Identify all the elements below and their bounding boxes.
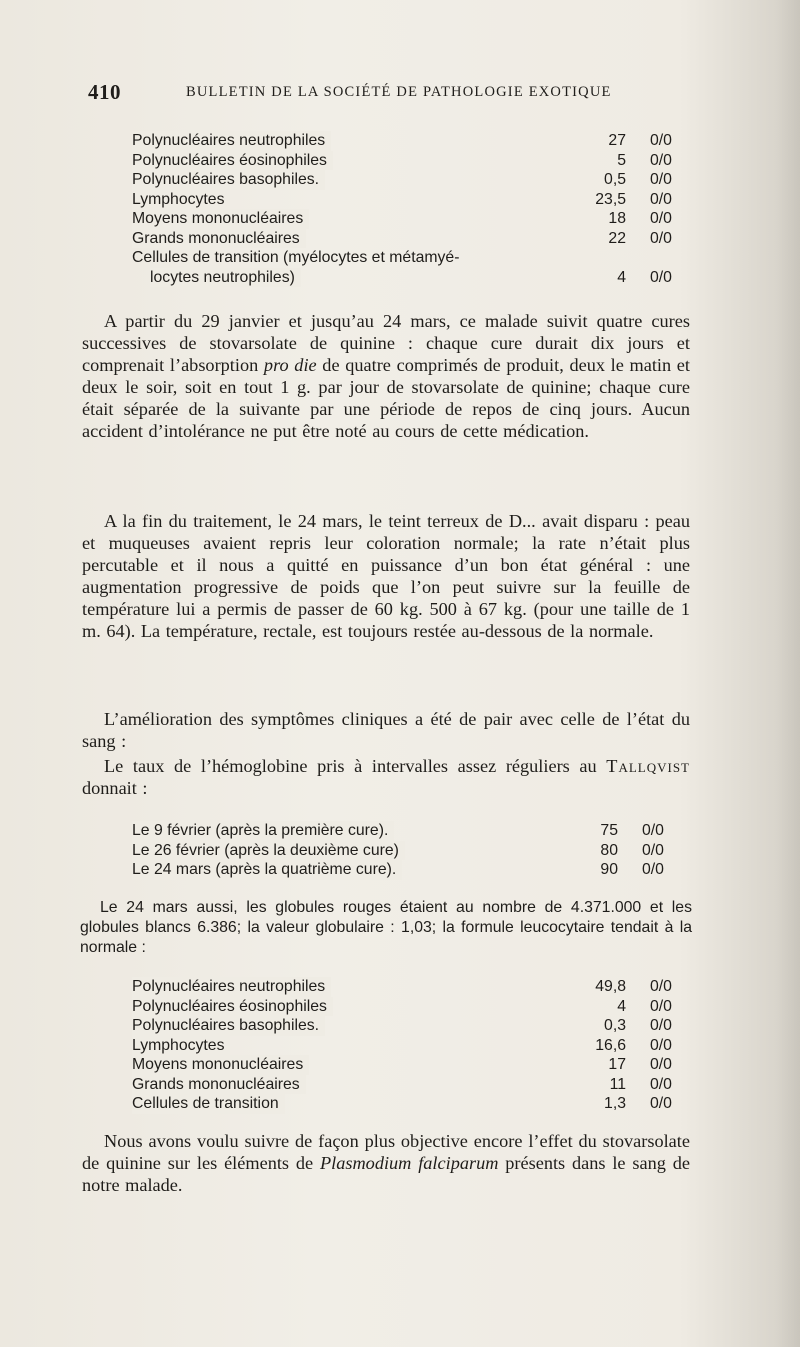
- table-row: Polynucléaires neutrophiles 27 0/0: [132, 132, 672, 149]
- hemoglobin-table: [132, 821, 692, 880]
- leukocyte-formula-table-1: [132, 131, 692, 287]
- species-name: Plasmodium falciparum: [319, 1153, 499, 1174]
- page-header: [88, 80, 728, 110]
- running-title: BULLETIN DE LA SOCIÉTÉ DE PATHOLOGIE EXOTIQUE: [186, 84, 612, 100]
- table-row: Cellules de transition (myélocytes et métamyé-: [132, 249, 460, 266]
- page-number: 410: [88, 80, 121, 104]
- table-row: Polynucléaires éosinophiles 4 0/0: [132, 997, 672, 1015]
- table-row: Le 26 février (après la deuxième cure) 80 0/0: [132, 841, 664, 859]
- table-row: Polynucléaires neutrophiles 49,8 0/0: [132, 978, 672, 995]
- italic-term: pro die: [263, 355, 317, 376]
- table-row: Lymphocytes 23,5 0/0: [132, 190, 672, 208]
- paragraph-results: A la fin du traitement, le 24 mars, le teint terreux de D... avait disparu : peau et muqueuses avaient repris leur coloration normale; la rate n’était plus percutable et il nous a quitté en puissance d’un bon état général : une augmentation progressive de poids que l’on peut suivre sur la feuille de température lui a permis de passer de 60 kg. 500 à 67 kg. (pour une taille de 1 m. 64). La température, rectale, est toujours restée au-dessous de la normale.: [82, 511, 690, 642]
- paragraph-improvement: L’amélioration des symptômes cliniques a été de pair avec celle de l’état du sang :: [82, 709, 690, 752]
- table-row: Polynucléaires basophiles. 0,5 0/0: [132, 171, 672, 188]
- table-row: Polynucléaires basophiles. 0,3 0/0: [132, 1017, 672, 1034]
- table-row: Lymphocytes 16,6 0/0: [132, 1036, 672, 1054]
- author-name: Tallqvist: [606, 756, 690, 776]
- table-row: Cellules de transition 1,3 0/0: [132, 1095, 672, 1112]
- paragraph-blood-count: Le 24 mars aussi, les globules rouges étaient au nombre de 4.371.000 et les globules blancs 6.386; la valeur globulaire : 1,03; la formule leucocytaire tendait à la normale :: [80, 899, 692, 956]
- paragraph-treatment: A partir du 29 janvier et jusqu’au 24 mars, ce malade suivit quatre cures successives de stovarsolate de quinine : chaque cure durait dix jours et comprenait l’absorption pro die de quatre comprimés de produit, deux le matin et deux le soir, soit en tout 1 g. par jour de stovarsolate de quinine; chaque cure était séparée de la suivante par une période de repos de cinq jours. Aucun accident d’intolérance ne put être noté au cours de cette médication.: [82, 311, 691, 442]
- table-row: Polynucléaires éosinophiles 5 0/0: [132, 151, 672, 169]
- table-row: Moyens mononucléaires 18 0/0: [132, 210, 672, 227]
- leukocyte-formula-table-2: [132, 977, 692, 1114]
- table-row: Grands mononucléaires 11 0/0: [132, 1075, 672, 1093]
- table-row: Le 24 mars (après la quatrième cure). 90 0/0: [132, 861, 664, 878]
- table-row: locytes neutrophiles) 4 0/0: [150, 268, 672, 286]
- paragraph-hemoglobin: Le taux de l’hémoglobine pris à intervalles assez réguliers au Tallqvist donnait :: [82, 756, 690, 799]
- table-row: Le 9 février (après la première cure). 75 0/0: [132, 822, 664, 839]
- paragraph-plasmodium: Nous avons voulu suivre de façon plus objective encore l’effet du stovarsolate de quinine sur les éléments de Plasmodium falciparum présents dans le sang de notre malade.: [82, 1131, 690, 1196]
- table-row: Moyens mononucléaires 17 0/0: [132, 1056, 672, 1073]
- table-row: Grands mononucléaires 22 0/0: [132, 229, 672, 247]
